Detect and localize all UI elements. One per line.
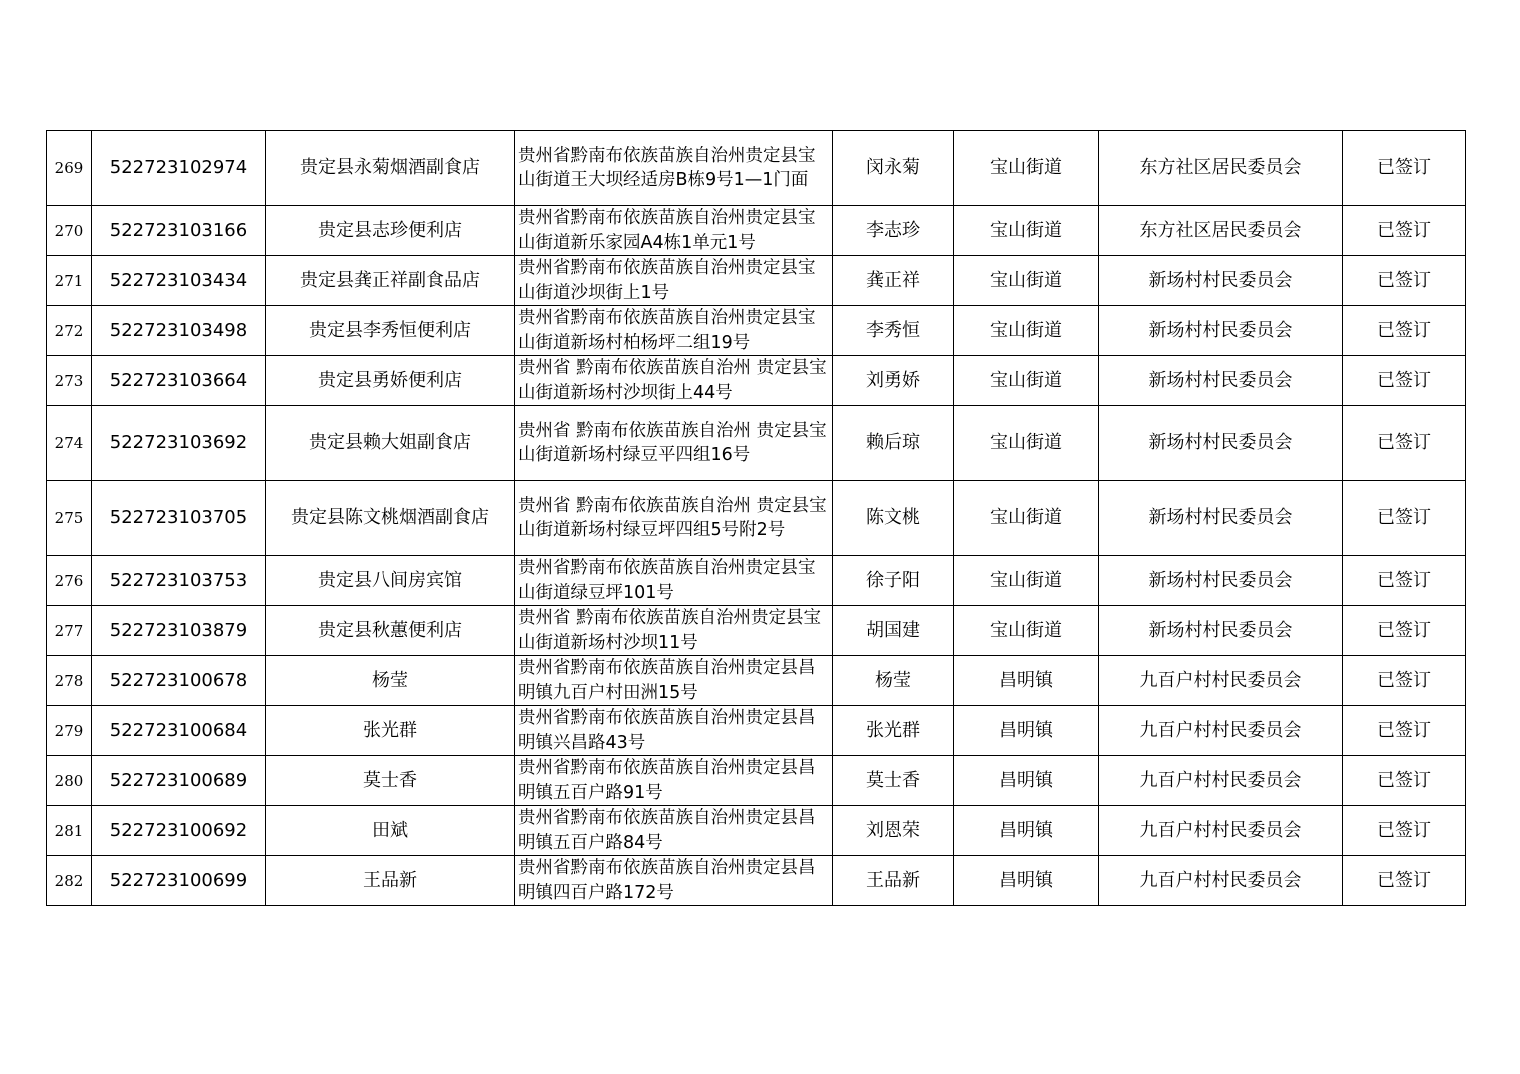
license-number: 522723100678	[92, 656, 266, 706]
committee-name: 新场村村民委员会	[1099, 356, 1343, 406]
shop-address: 贵州省黔南布依族苗族自治州贵定县昌明镇五百户路84号	[515, 806, 833, 856]
town-name: 昌明镇	[954, 656, 1099, 706]
table-row	[47, 256, 1466, 306]
shop-address: 贵州省黔南布依族苗族自治州贵定县宝山街道王大坝经适房B栋9号1—1门面	[515, 131, 833, 206]
license-number: 522723103166	[92, 206, 266, 256]
sign-status: 已签订	[1343, 406, 1466, 481]
town-name: 昌明镇	[954, 856, 1099, 906]
shop-name: 贵定县赖大姐副食店	[266, 406, 515, 481]
table-row	[47, 556, 1466, 606]
town-name: 昌明镇	[954, 706, 1099, 756]
sign-status: 已签订	[1343, 206, 1466, 256]
committee-name: 九百户村村民委员会	[1099, 706, 1343, 756]
table-row	[47, 756, 1466, 806]
shop-name: 杨莹	[266, 656, 515, 706]
shop-name: 贵定县八间房宾馆	[266, 556, 515, 606]
license-number: 522723103692	[92, 406, 266, 481]
town-name: 宝山街道	[954, 406, 1099, 481]
table-row	[47, 206, 1466, 256]
sign-status: 已签订	[1343, 481, 1466, 556]
table-row	[47, 706, 1466, 756]
sign-status: 已签订	[1343, 806, 1466, 856]
shop-address: 贵州省 黔南布依族苗族自治州 贵定县宝山街道新场村绿豆平四组16号	[515, 406, 833, 481]
sign-status: 已签订	[1343, 131, 1466, 206]
sign-status: 已签订	[1343, 556, 1466, 606]
owner-name: 李志珍	[833, 206, 954, 256]
shop-address: 贵州省黔南布依族苗族自治州贵定县昌明镇兴昌路43号	[515, 706, 833, 756]
shop-address: 贵州省黔南布依族苗族自治州贵定县昌明镇五百户路91号	[515, 756, 833, 806]
table-row	[47, 131, 1466, 206]
committee-name: 新场村村民委员会	[1099, 406, 1343, 481]
table-row	[47, 406, 1466, 481]
owner-name: 闵永菊	[833, 131, 954, 206]
town-name: 昌明镇	[954, 806, 1099, 856]
row-number: 273	[47, 356, 92, 406]
owner-name: 莫士香	[833, 756, 954, 806]
shop-name: 贵定县永菊烟酒副食店	[266, 131, 515, 206]
shop-address: 贵州省 黔南布依族苗族自治州 贵定县宝山街道新场村沙坝街上44号	[515, 356, 833, 406]
license-number: 522723100699	[92, 856, 266, 906]
shop-address: 贵州省黔南布依族苗族自治州贵定县昌明镇九百户村田洲15号	[515, 656, 833, 706]
license-number: 522723103753	[92, 556, 266, 606]
shop-address: 贵州省 黔南布依族苗族自治州 贵定县宝山街道新场村绿豆坪四组5号附2号	[515, 481, 833, 556]
shop-name: 莫士香	[266, 756, 515, 806]
row-number: 272	[47, 306, 92, 356]
shop-address: 贵州省黔南布依族苗族自治州贵定县宝山街道新乐家园A4栋1单元1号	[515, 206, 833, 256]
town-name: 昌明镇	[954, 756, 1099, 806]
town-name: 宝山街道	[954, 606, 1099, 656]
sign-status: 已签订	[1343, 606, 1466, 656]
owner-name: 徐子阳	[833, 556, 954, 606]
row-number: 270	[47, 206, 92, 256]
row-number: 274	[47, 406, 92, 481]
license-number: 522723103664	[92, 356, 266, 406]
row-number: 279	[47, 706, 92, 756]
shop-address: 贵州省 黔南布依族苗族自治州贵定县宝山街道新场村沙坝11号	[515, 606, 833, 656]
owner-name: 龚正祥	[833, 256, 954, 306]
owner-name: 杨莹	[833, 656, 954, 706]
row-number: 277	[47, 606, 92, 656]
owner-name: 赖后琼	[833, 406, 954, 481]
shop-name: 贵定县秋蕙便利店	[266, 606, 515, 656]
license-number: 522723103434	[92, 256, 266, 306]
shop-name: 贵定县勇娇便利店	[266, 356, 515, 406]
sign-status: 已签订	[1343, 756, 1466, 806]
shop-name: 张光群	[266, 706, 515, 756]
committee-name: 新场村村民委员会	[1099, 606, 1343, 656]
license-number: 522723103498	[92, 306, 266, 356]
license-table	[46, 130, 1466, 906]
owner-name: 张光群	[833, 706, 954, 756]
committee-name: 新场村村民委员会	[1099, 556, 1343, 606]
row-number: 281	[47, 806, 92, 856]
sign-status: 已签订	[1343, 306, 1466, 356]
row-number: 271	[47, 256, 92, 306]
table-row	[47, 481, 1466, 556]
town-name: 宝山街道	[954, 131, 1099, 206]
license-number: 522723100684	[92, 706, 266, 756]
committee-name: 九百户村村民委员会	[1099, 856, 1343, 906]
shop-address: 贵州省黔南布依族苗族自治州贵定县宝山街道沙坝街上1号	[515, 256, 833, 306]
owner-name: 胡国建	[833, 606, 954, 656]
license-number: 522723100689	[92, 756, 266, 806]
committee-name: 九百户村村民委员会	[1099, 806, 1343, 856]
table-row	[47, 306, 1466, 356]
sign-status: 已签订	[1343, 856, 1466, 906]
license-number: 522723100692	[92, 806, 266, 856]
owner-name: 李秀恒	[833, 306, 954, 356]
license-number: 522723103705	[92, 481, 266, 556]
sign-status: 已签订	[1343, 706, 1466, 756]
shop-address: 贵州省黔南布依族苗族自治州贵定县昌明镇四百户路172号	[515, 856, 833, 906]
row-number: 275	[47, 481, 92, 556]
committee-name: 东方社区居民委员会	[1099, 206, 1343, 256]
town-name: 宝山街道	[954, 481, 1099, 556]
shop-address: 贵州省黔南布依族苗族自治州贵定县宝山街道绿豆坪101号	[515, 556, 833, 606]
town-name: 宝山街道	[954, 356, 1099, 406]
committee-name: 新场村村民委员会	[1099, 481, 1343, 556]
shop-name: 田斌	[266, 806, 515, 856]
row-number: 282	[47, 856, 92, 906]
owner-name: 陈文桃	[833, 481, 954, 556]
table-row	[47, 856, 1466, 906]
committee-name: 东方社区居民委员会	[1099, 131, 1343, 206]
owner-name: 刘勇娇	[833, 356, 954, 406]
committee-name: 九百户村村民委员会	[1099, 656, 1343, 706]
sign-status: 已签订	[1343, 356, 1466, 406]
row-number: 280	[47, 756, 92, 806]
town-name: 宝山街道	[954, 556, 1099, 606]
shop-name: 贵定县李秀恒便利店	[266, 306, 515, 356]
owner-name: 王品新	[833, 856, 954, 906]
table-row	[47, 656, 1466, 706]
committee-name: 新场村村民委员会	[1099, 256, 1343, 306]
license-number: 522723103879	[92, 606, 266, 656]
town-name: 宝山街道	[954, 306, 1099, 356]
shop-address: 贵州省黔南布依族苗族自治州贵定县宝山街道新场村柏杨坪二组19号	[515, 306, 833, 356]
shop-name: 贵定县志珍便利店	[266, 206, 515, 256]
table-row	[47, 606, 1466, 656]
shop-name: 王品新	[266, 856, 515, 906]
row-number: 276	[47, 556, 92, 606]
row-number: 278	[47, 656, 92, 706]
owner-name: 刘恩荣	[833, 806, 954, 856]
town-name: 宝山街道	[954, 206, 1099, 256]
shop-name: 贵定县陈文桃烟酒副食店	[266, 481, 515, 556]
sign-status: 已签订	[1343, 656, 1466, 706]
committee-name: 九百户村村民委员会	[1099, 756, 1343, 806]
table-row	[47, 356, 1466, 406]
committee-name: 新场村村民委员会	[1099, 306, 1343, 356]
license-number: 522723102974	[92, 131, 266, 206]
sign-status: 已签订	[1343, 256, 1466, 306]
row-number: 269	[47, 131, 92, 206]
table-row	[47, 806, 1466, 856]
shop-name: 贵定县龚正祥副食品店	[266, 256, 515, 306]
town-name: 宝山街道	[954, 256, 1099, 306]
